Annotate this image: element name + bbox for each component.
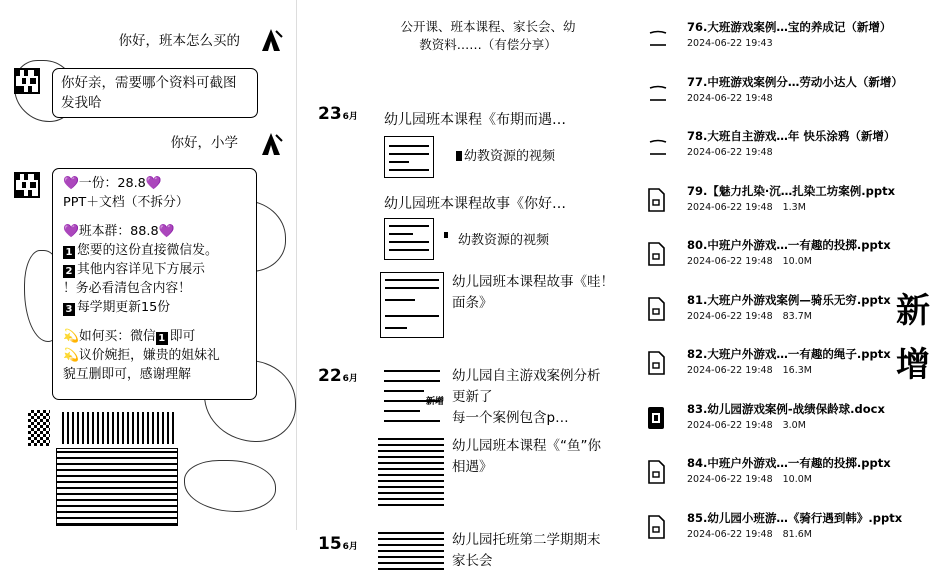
file-name: 81.大班户外游戏案例—骑乐无穷.pptx [687, 292, 891, 307]
file-icon [647, 188, 665, 212]
seller-avatar [14, 172, 40, 198]
file-meta [687, 365, 822, 377]
new-badge: 新增 [896, 291, 930, 385]
post-text[interactable]: 幼儿园托班第二学期期末家长会 [452, 532, 601, 569]
post-text[interactable]: 幼儿园班本课程故事《哇！面条》 [452, 274, 614, 311]
file-meta [687, 311, 822, 323]
file-date: 2024-06-22 19:43 [687, 38, 773, 49]
file-name: 82.大班户外游戏…一有趣的绳子.pptx [687, 347, 891, 361]
file-name: 83.幼儿园游戏案例-战绩保龄球.docx [687, 401, 885, 416]
file-name: 84.中班户外游戏…一有趣的投掷.pptx [687, 456, 891, 470]
file-date: 2024-06-22 19:48 [687, 310, 773, 322]
file-icon [647, 297, 665, 321]
file-name: 79.【魅力扎染·沉…扎染工坊案例.pptx [687, 183, 895, 198]
user-avatar [258, 27, 284, 53]
chat-message-outgoing: 你好，小学 [170, 135, 238, 151]
file-size: 16.3M [782, 365, 812, 376]
price-single: 💜一份：28.8💜 [63, 176, 162, 191]
price-group: 💜班本群：88.8💜 [63, 224, 175, 239]
file-meta [687, 420, 816, 432]
profile-description: 公开课、班本课程、家长会、幼教资料……（有偿分享） [400, 19, 576, 52]
file-size: 10.0M [782, 256, 812, 267]
file-date: 2024-06-22 19:48 [687, 474, 773, 485]
number-badge: 1 [156, 332, 168, 345]
video-thumbnail[interactable] [384, 136, 434, 178]
number-badge: 3 [63, 303, 75, 316]
file-meta [687, 93, 783, 105]
thumb-tag: 新增 [425, 397, 444, 407]
file-size: 1.3M [782, 201, 806, 213]
file-size: 3.0M [782, 419, 806, 431]
price-info-card [52, 168, 257, 400]
file-size: 83.7M [782, 310, 812, 322]
file-size: 10.0M [782, 474, 812, 485]
number-badge: 2 [63, 265, 75, 278]
file-date: 2024-06-22 19:48 [687, 528, 773, 540]
file-row[interactable] [645, 129, 905, 169]
file-meta [687, 202, 816, 214]
word-file-icon [647, 406, 665, 430]
file-meta [687, 147, 783, 159]
post-text[interactable]: 幼儿园自主游戏案例分析更新了 每一个案例包含p… [452, 368, 601, 426]
file-meta [687, 529, 822, 541]
info-item: 3 每学期更新15份 [63, 298, 246, 317]
chat-message-outgoing: 你好，班本怎么买的 [118, 33, 240, 49]
file-date: 2024-06-22 19:48 [687, 201, 773, 213]
user-avatar [258, 131, 284, 157]
background-doodle [184, 460, 276, 512]
file-row[interactable] [645, 456, 905, 496]
file-row[interactable] [645, 75, 905, 115]
file-row[interactable] [645, 293, 905, 333]
post-title[interactable]: 幼儿园班本课程《布期而遇… [384, 112, 566, 128]
info-item: 2 其他内容详见下方展示 [63, 260, 246, 279]
chat-panel [4, 0, 297, 530]
folder-icon [647, 24, 669, 48]
bargain-note: 貌互删即可，感谢理解 [63, 367, 191, 382]
file-row[interactable] [645, 238, 905, 278]
post-image-thumbnail[interactable] [378, 530, 444, 570]
info-item: 1 您要的这份直接微信发。 [63, 241, 246, 260]
file-icon [647, 351, 665, 375]
file-row[interactable] [645, 402, 905, 442]
file-row[interactable] [645, 347, 905, 387]
file-meta [687, 256, 822, 268]
file-date: 2024-06-22 19:48 [687, 92, 773, 104]
file-name: 80.中班户外游戏…一有趣的投掷.pptx [687, 238, 891, 252]
qr-code-image [28, 410, 50, 446]
post-image-thumbnail[interactable] [380, 366, 444, 426]
file-row[interactable] [645, 184, 905, 224]
file-meta [687, 38, 783, 50]
chat-message-incoming: 你好亲，需要哪个资料可截图发我哈 [52, 68, 258, 118]
file-icon [647, 242, 665, 266]
file-icon [647, 515, 665, 539]
folder-icon [647, 79, 669, 103]
file-size: 81.6M [782, 528, 812, 540]
file-date: 2024-06-22 19:48 [687, 419, 773, 431]
post-title[interactable]: 幼儿园班本课程故事《你好… [384, 196, 566, 212]
file-date: 2024-06-22 19:48 [687, 256, 773, 267]
price-single-format: PPT＋文档（不拆分） [63, 195, 189, 210]
post-image-thumbnail[interactable] [380, 272, 444, 338]
file-name: 78.大班自主游戏…年 快乐涂鸦（新增） [687, 129, 896, 143]
folder-icon [647, 133, 669, 157]
video-thumbnail[interactable] [384, 218, 434, 260]
image-preview [62, 412, 174, 444]
file-name: 77.中班游戏案例分…劳动小达人（新增） [687, 74, 903, 89]
file-icon [647, 460, 665, 484]
how-to-buy: 💫如何买：微信 1 即可 [63, 329, 196, 344]
image-preview [56, 448, 178, 526]
file-date: 2024-06-22 19:48 [687, 147, 773, 158]
file-name: 85.幼儿园小班游…《骑行遇到韩》.pptx [687, 510, 903, 525]
file-date: 2024-06-22 19:48 [687, 365, 773, 376]
bargain-note: 💫议价婉拒，嫌贵的姐妹礼 [63, 348, 220, 363]
file-meta [687, 474, 822, 486]
file-row[interactable] [645, 511, 905, 551]
warning-text: ！务必看清包含内容！ [63, 281, 191, 296]
video-caption[interactable]: 幼教资源的视频 [444, 232, 549, 250]
file-row[interactable] [645, 20, 905, 60]
file-name: 76.大班游戏案例…宝的养成记（新增） [687, 20, 892, 34]
date-label: 156月 [318, 534, 358, 554]
seller-avatar [14, 68, 40, 94]
post-text[interactable]: 幼儿园班本课程《“鱼”你相遇》 [452, 438, 601, 475]
date-label: 236月 [318, 104, 358, 124]
post-image-thumbnail[interactable] [378, 434, 444, 506]
video-caption[interactable]: 幼教资源的视频 [456, 148, 555, 166]
date-label: 226月 [318, 366, 358, 386]
number-badge: 1 [63, 246, 75, 259]
